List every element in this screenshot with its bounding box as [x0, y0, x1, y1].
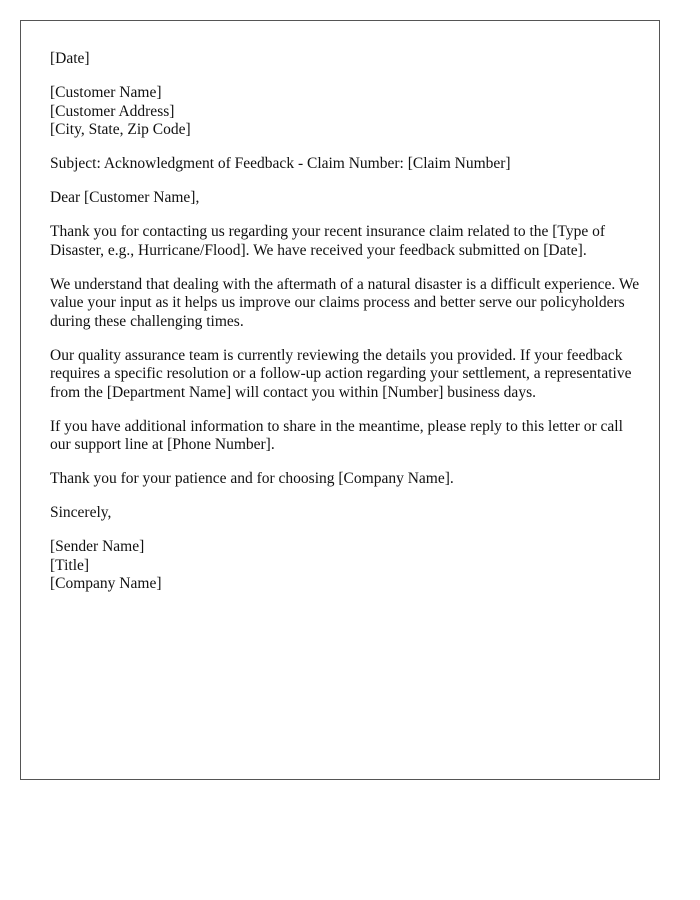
letter-closing: Sincerely,: [50, 504, 112, 521]
body-paragraph-review: Our quality assurance team is currently reviewing the details you provided. If your feedback requires a specific resolution or a follow-up action regarding your settlement, a representative from the [Department Name] will contact you within [Number] business days.: [50, 346, 632, 401]
body-paragraph-contact: If you have additional information to share in the meantime, please reply to this letter or call our support line at [Phone Number].: [50, 417, 623, 453]
letter-body: [50, 50, 640, 609]
letter-salutation: Dear [Customer Name],: [50, 189, 200, 206]
body-paragraph-acknowledgment: Thank you for contacting us regarding your recent insurance claim related to the [Type of Disaster, e.g., Hurricane/Flood]. We have received your feedback submitted on [Date].: [50, 223, 605, 259]
sender-title: [Title]: [50, 556, 90, 574]
signature-block: [50, 538, 640, 594]
letter-date: [Date]: [50, 50, 90, 67]
letter-subject: Subject: Acknowledgment of Feedback - Claim Number: [Claim Number]: [50, 155, 511, 172]
letter-frame: [20, 20, 660, 780]
body-paragraph-thanks: Thank you for your patience and for choosing [Company Name].: [50, 470, 454, 487]
recipient-address: [Customer Address]: [50, 102, 175, 120]
recipient-name: [Customer Name]: [50, 84, 162, 101]
recipient-city-state-zip: [City, State, Zip Code]: [50, 121, 191, 138]
recipient-block: [50, 84, 640, 140]
sender-name: [Sender Name]: [50, 538, 145, 555]
sender-company: [Company Name]: [50, 575, 162, 592]
body-paragraph-empathy: We understand that dealing with the aftermath of a natural disaster is a difficult experience. We value your input as it helps us improve our claims process and better serve our policyholders during these challenging times.: [50, 275, 640, 330]
